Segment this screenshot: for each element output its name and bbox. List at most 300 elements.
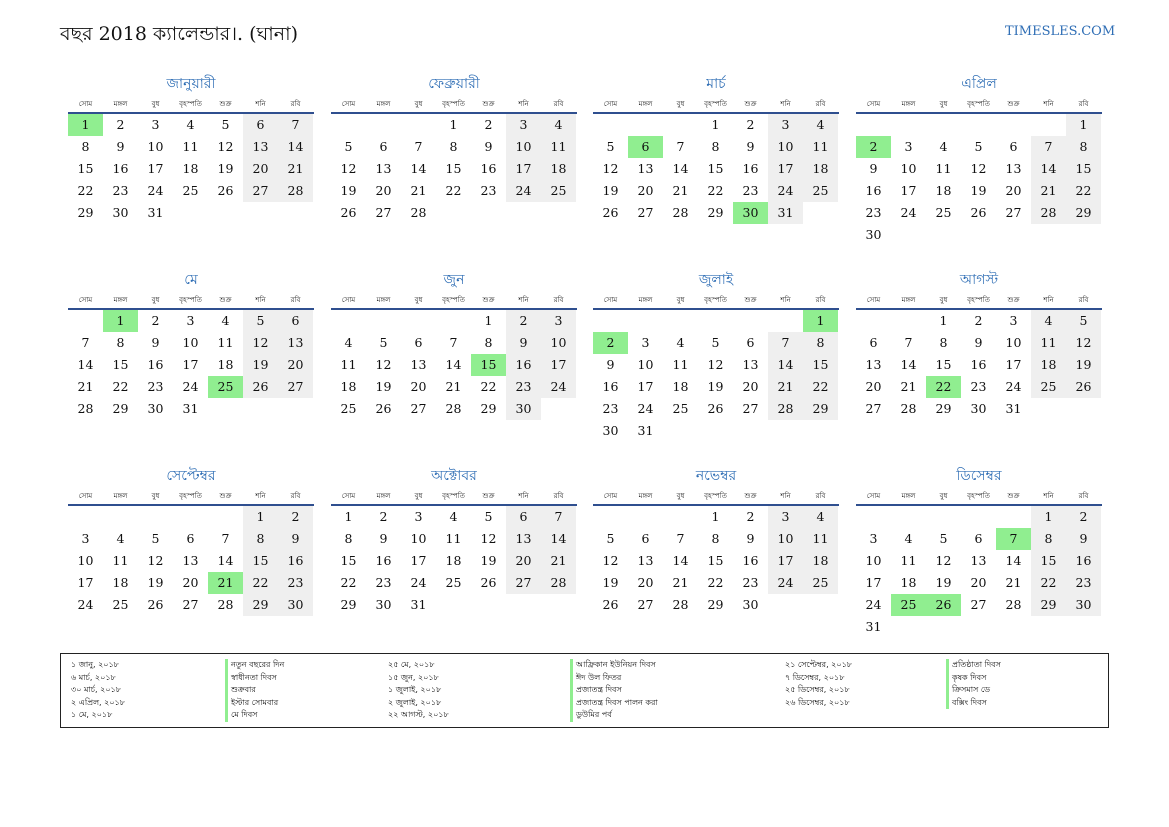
day-cell[interactable]: 28 xyxy=(278,180,313,202)
day-cell[interactable]: 24 xyxy=(506,180,541,202)
day-cell[interactable]: 26 xyxy=(147,597,164,612)
day-cell[interactable]: 11 xyxy=(803,136,838,158)
day-cell[interactable]: 1 xyxy=(1066,114,1101,136)
day-cell[interactable]: 9 xyxy=(278,528,313,550)
day-cell[interactable]: 31 xyxy=(410,597,427,612)
day-cell[interactable]: 5 xyxy=(379,335,388,350)
day-cell[interactable]: 15 xyxy=(340,553,357,568)
day-cell[interactable]: 14 xyxy=(768,354,803,376)
day-cell[interactable]: 18 xyxy=(340,379,357,394)
day-cell[interactable]: 28 xyxy=(445,401,462,416)
day-cell[interactable]: 2 xyxy=(484,117,493,132)
day-cell[interactable]: 21 xyxy=(672,575,689,590)
day-cell[interactable]: 6 xyxy=(379,139,388,154)
day-cell[interactable]: 25 xyxy=(541,180,576,202)
day-cell[interactable]: 23 xyxy=(1066,572,1101,594)
day-cell[interactable]: 23 xyxy=(602,401,619,416)
day-cell[interactable]: 13 xyxy=(637,553,654,568)
day-cell[interactable]: 14 xyxy=(217,553,234,568)
day-cell[interactable]: 17 xyxy=(506,158,541,180)
day-cell[interactable]: 5 xyxy=(243,310,278,332)
day-cell[interactable]: 20 xyxy=(182,575,199,590)
day-cell[interactable]: 27 xyxy=(865,401,882,416)
day-cell[interactable]: 25 xyxy=(182,183,199,198)
day-cell[interactable]: 11 xyxy=(541,136,576,158)
day-cell[interactable]: 10 xyxy=(410,531,427,546)
day-cell[interactable]: 27 xyxy=(637,205,654,220)
holiday-day-cell[interactable]: 1 xyxy=(803,310,838,332)
day-cell[interactable]: 15 xyxy=(77,161,94,176)
day-cell[interactable]: 24 xyxy=(410,575,427,590)
day-cell[interactable]: 29 xyxy=(1066,202,1101,224)
day-cell[interactable]: 6 xyxy=(186,531,195,546)
day-cell[interactable]: 21 xyxy=(672,183,689,198)
day-cell[interactable]: 30 xyxy=(865,227,882,242)
day-cell[interactable]: 4 xyxy=(186,117,195,132)
day-cell[interactable]: 9 xyxy=(484,139,493,154)
day-cell[interactable]: 27 xyxy=(410,401,427,416)
day-cell[interactable]: 7 xyxy=(278,114,313,136)
day-cell[interactable]: 15 xyxy=(707,553,724,568)
day-cell[interactable]: 19 xyxy=(707,379,724,394)
day-cell[interactable]: 10 xyxy=(147,139,164,154)
day-cell[interactable]: 8 xyxy=(243,528,278,550)
day-cell[interactable]: 23 xyxy=(865,205,882,220)
day-cell[interactable]: 3 xyxy=(768,114,803,136)
day-cell[interactable]: 27 xyxy=(375,205,392,220)
day-cell[interactable]: 21 xyxy=(1031,180,1066,202)
day-cell[interactable]: 27 xyxy=(243,180,278,202)
day-cell[interactable]: 1 xyxy=(939,313,948,328)
day-cell[interactable]: 4 xyxy=(904,531,913,546)
day-cell[interactable]: 23 xyxy=(112,183,129,198)
day-cell[interactable]: 26 xyxy=(217,183,234,198)
day-cell[interactable]: 4 xyxy=(803,114,838,136)
day-cell[interactable]: 5 xyxy=(484,509,493,524)
day-cell[interactable]: 7 xyxy=(768,332,803,354)
day-cell[interactable]: 4 xyxy=(541,114,576,136)
day-cell[interactable]: 3 xyxy=(641,335,650,350)
day-cell[interactable]: 20 xyxy=(243,158,278,180)
day-cell[interactable]: 30 xyxy=(970,401,987,416)
day-cell[interactable]: 17 xyxy=(865,575,882,590)
day-cell[interactable]: 14 xyxy=(541,528,576,550)
day-cell[interactable]: 12 xyxy=(707,357,724,372)
day-cell[interactable]: 26 xyxy=(243,376,278,398)
day-cell[interactable]: 19 xyxy=(340,183,357,198)
day-cell[interactable]: 5 xyxy=(974,139,983,154)
day-cell[interactable]: 16 xyxy=(147,357,164,372)
day-cell[interactable]: 18 xyxy=(803,550,838,572)
day-cell[interactable]: 14 xyxy=(672,161,689,176)
day-cell[interactable]: 7 xyxy=(676,139,685,154)
day-cell[interactable]: 2 xyxy=(746,117,755,132)
holiday-day-cell[interactable]: 25 xyxy=(891,594,926,616)
day-cell[interactable]: 12 xyxy=(970,161,987,176)
day-cell[interactable]: 14 xyxy=(1031,158,1066,180)
day-cell[interactable]: 17 xyxy=(637,379,654,394)
day-cell[interactable]: 5 xyxy=(221,117,230,132)
day-cell[interactable]: 19 xyxy=(602,183,619,198)
day-cell[interactable]: 5 xyxy=(606,139,615,154)
day-cell[interactable]: 28 xyxy=(1031,202,1066,224)
day-cell[interactable]: 18 xyxy=(672,379,689,394)
day-cell[interactable]: 27 xyxy=(637,597,654,612)
day-cell[interactable]: 14 xyxy=(1005,553,1022,568)
holiday-day-cell[interactable]: 26 xyxy=(926,594,961,616)
day-cell[interactable]: 5 xyxy=(151,531,160,546)
day-cell[interactable]: 3 xyxy=(506,114,541,136)
day-cell[interactable]: 8 xyxy=(1066,136,1101,158)
day-cell[interactable]: 31 xyxy=(865,619,882,634)
day-cell[interactable]: 23 xyxy=(506,376,541,398)
day-cell[interactable]: 4 xyxy=(449,509,458,524)
day-cell[interactable]: 20 xyxy=(410,379,427,394)
day-cell[interactable]: 13 xyxy=(375,161,392,176)
day-cell[interactable]: 5 xyxy=(344,139,353,154)
day-cell[interactable]: 21 xyxy=(445,379,462,394)
day-cell[interactable]: 17 xyxy=(147,161,164,176)
day-cell[interactable]: 22 xyxy=(707,575,724,590)
holiday-day-cell[interactable]: 7 xyxy=(996,528,1031,550)
day-cell[interactable]: 28 xyxy=(217,597,234,612)
day-cell[interactable]: 21 xyxy=(541,550,576,572)
day-cell[interactable]: 10 xyxy=(768,528,803,550)
day-cell[interactable]: 10 xyxy=(768,136,803,158)
day-cell[interactable]: 30 xyxy=(278,594,313,616)
day-cell[interactable]: 19 xyxy=(147,575,164,590)
day-cell[interactable]: 12 xyxy=(1066,332,1101,354)
day-cell[interactable]: 26 xyxy=(340,205,357,220)
day-cell[interactable]: 3 xyxy=(186,313,195,328)
day-cell[interactable]: 10 xyxy=(506,136,541,158)
day-cell[interactable]: 21 xyxy=(77,379,94,394)
day-cell[interactable]: 21 xyxy=(410,183,427,198)
day-cell[interactable]: 26 xyxy=(480,575,497,590)
day-cell[interactable]: 16 xyxy=(970,357,987,372)
day-cell[interactable]: 30 xyxy=(375,597,392,612)
day-cell[interactable]: 14 xyxy=(900,357,917,372)
day-cell[interactable]: 24 xyxy=(637,401,654,416)
day-cell[interactable]: 25 xyxy=(1031,376,1066,398)
day-cell[interactable]: 10 xyxy=(900,161,917,176)
day-cell[interactable]: 27 xyxy=(182,597,199,612)
day-cell[interactable]: 24 xyxy=(1005,379,1022,394)
day-cell[interactable]: 13 xyxy=(865,357,882,372)
day-cell[interactable]: 23 xyxy=(970,379,987,394)
day-cell[interactable]: 3 xyxy=(1009,313,1018,328)
day-cell[interactable]: 7 xyxy=(904,335,913,350)
day-cell[interactable]: 15 xyxy=(707,161,724,176)
day-cell[interactable]: 26 xyxy=(602,597,619,612)
day-cell[interactable]: 3 xyxy=(414,509,423,524)
day-cell[interactable]: 13 xyxy=(970,553,987,568)
day-cell[interactable]: 8 xyxy=(803,332,838,354)
day-cell[interactable]: 13 xyxy=(182,553,199,568)
day-cell[interactable]: 28 xyxy=(900,401,917,416)
day-cell[interactable]: 22 xyxy=(77,183,94,198)
day-cell[interactable]: 20 xyxy=(637,183,654,198)
day-cell[interactable]: 29 xyxy=(707,205,724,220)
day-cell[interactable]: 11 xyxy=(1031,332,1066,354)
day-cell[interactable]: 16 xyxy=(480,161,497,176)
day-cell[interactable]: 17 xyxy=(900,183,917,198)
day-cell[interactable]: 8 xyxy=(344,531,353,546)
day-cell[interactable]: 19 xyxy=(602,575,619,590)
day-cell[interactable]: 14 xyxy=(77,357,94,372)
day-cell[interactable]: 17 xyxy=(182,357,199,372)
day-cell[interactable]: 28 xyxy=(77,401,94,416)
day-cell[interactable]: 16 xyxy=(278,550,313,572)
day-cell[interactable]: 16 xyxy=(742,161,759,176)
day-cell[interactable]: 27 xyxy=(278,376,313,398)
day-cell[interactable]: 20 xyxy=(865,379,882,394)
day-cell[interactable]: 31 xyxy=(182,401,199,416)
day-cell[interactable]: 17 xyxy=(768,550,803,572)
day-cell[interactable]: 20 xyxy=(278,354,313,376)
day-cell[interactable]: 9 xyxy=(869,161,878,176)
day-cell[interactable]: 27 xyxy=(506,572,541,594)
day-cell[interactable]: 13 xyxy=(1005,161,1022,176)
day-cell[interactable]: 9 xyxy=(379,531,388,546)
day-cell[interactable]: 9 xyxy=(506,332,541,354)
day-cell[interactable]: 27 xyxy=(970,597,987,612)
day-cell[interactable]: 1 xyxy=(1031,506,1066,528)
day-cell[interactable]: 29 xyxy=(480,401,497,416)
day-cell[interactable]: 13 xyxy=(410,357,427,372)
day-cell[interactable]: 8 xyxy=(484,335,493,350)
day-cell[interactable]: 12 xyxy=(243,332,278,354)
day-cell[interactable]: 24 xyxy=(182,379,199,394)
day-cell[interactable]: 18 xyxy=(112,575,129,590)
day-cell[interactable]: 12 xyxy=(147,553,164,568)
day-cell[interactable]: 11 xyxy=(112,553,129,568)
day-cell[interactable]: 24 xyxy=(541,376,576,398)
day-cell[interactable]: 22 xyxy=(1031,572,1066,594)
day-cell[interactable]: 11 xyxy=(182,139,199,154)
day-cell[interactable]: 8 xyxy=(449,139,458,154)
day-cell[interactable]: 16 xyxy=(506,354,541,376)
day-cell[interactable]: 15 xyxy=(935,357,952,372)
day-cell[interactable]: 4 xyxy=(1031,310,1066,332)
day-cell[interactable]: 26 xyxy=(707,401,724,416)
day-cell[interactable]: 23 xyxy=(147,379,164,394)
day-cell[interactable]: 18 xyxy=(445,553,462,568)
day-cell[interactable]: 24 xyxy=(77,597,94,612)
day-cell[interactable]: 16 xyxy=(865,183,882,198)
day-cell[interactable]: 4 xyxy=(676,335,685,350)
day-cell[interactable]: 10 xyxy=(541,332,576,354)
day-cell[interactable]: 19 xyxy=(935,575,952,590)
day-cell[interactable]: 12 xyxy=(375,357,392,372)
day-cell[interactable]: 23 xyxy=(742,575,759,590)
day-cell[interactable]: 1 xyxy=(344,509,353,524)
day-cell[interactable]: 5 xyxy=(1066,310,1101,332)
day-cell[interactable]: 29 xyxy=(935,401,952,416)
day-cell[interactable]: 5 xyxy=(606,531,615,546)
day-cell[interactable]: 13 xyxy=(637,161,654,176)
day-cell[interactable]: 4 xyxy=(803,506,838,528)
day-cell[interactable]: 19 xyxy=(375,379,392,394)
day-cell[interactable]: 10 xyxy=(1005,335,1022,350)
day-cell[interactable]: 20 xyxy=(375,183,392,198)
day-cell[interactable]: 2 xyxy=(278,506,313,528)
holiday-day-cell[interactable]: 1 xyxy=(68,114,103,136)
day-cell[interactable]: 23 xyxy=(278,572,313,594)
day-cell[interactable]: 23 xyxy=(742,183,759,198)
day-cell[interactable]: 26 xyxy=(375,401,392,416)
day-cell[interactable]: 15 xyxy=(1031,550,1066,572)
day-cell[interactable]: 11 xyxy=(803,528,838,550)
day-cell[interactable]: 7 xyxy=(221,531,230,546)
day-cell[interactable]: 25 xyxy=(935,205,952,220)
day-cell[interactable]: 30 xyxy=(1066,594,1101,616)
day-cell[interactable]: 2 xyxy=(506,310,541,332)
day-cell[interactable]: 20 xyxy=(970,575,987,590)
day-cell[interactable]: 29 xyxy=(707,597,724,612)
holiday-day-cell[interactable]: 25 xyxy=(208,376,243,398)
day-cell[interactable]: 8 xyxy=(1031,528,1066,550)
day-cell[interactable]: 18 xyxy=(217,357,234,372)
day-cell[interactable]: 16 xyxy=(375,553,392,568)
day-cell[interactable]: 11 xyxy=(445,531,462,546)
day-cell[interactable]: 25 xyxy=(340,401,357,416)
day-cell[interactable]: 25 xyxy=(803,180,838,202)
day-cell[interactable]: 21 xyxy=(900,379,917,394)
day-cell[interactable]: 12 xyxy=(480,531,497,546)
day-cell[interactable]: 24 xyxy=(147,183,164,198)
day-cell[interactable]: 3 xyxy=(541,310,576,332)
day-cell[interactable]: 29 xyxy=(112,401,129,416)
day-cell[interactable]: 13 xyxy=(278,332,313,354)
day-cell[interactable]: 26 xyxy=(970,205,987,220)
day-cell[interactable]: 19 xyxy=(1066,354,1101,376)
day-cell[interactable]: 9 xyxy=(151,335,160,350)
day-cell[interactable]: 26 xyxy=(1066,376,1101,398)
day-cell[interactable]: 3 xyxy=(151,117,160,132)
day-cell[interactable]: 22 xyxy=(340,575,357,590)
day-cell[interactable]: 11 xyxy=(340,357,357,372)
day-cell[interactable]: 19 xyxy=(970,183,987,198)
day-cell[interactable]: 20 xyxy=(506,550,541,572)
day-cell[interactable]: 9 xyxy=(116,139,125,154)
day-cell[interactable]: 13 xyxy=(243,136,278,158)
day-cell[interactable]: 11 xyxy=(672,357,689,372)
day-cell[interactable]: 1 xyxy=(711,509,720,524)
day-cell[interactable]: 12 xyxy=(340,161,357,176)
day-cell[interactable]: 10 xyxy=(77,553,94,568)
day-cell[interactable]: 31 xyxy=(637,423,654,438)
day-cell[interactable]: 8 xyxy=(711,531,720,546)
day-cell[interactable]: 13 xyxy=(506,528,541,550)
day-cell[interactable]: 19 xyxy=(480,553,497,568)
holiday-day-cell[interactable]: 30 xyxy=(733,202,768,224)
day-cell[interactable]: 7 xyxy=(449,335,458,350)
day-cell[interactable]: 11 xyxy=(935,161,952,176)
day-cell[interactable]: 18 xyxy=(803,158,838,180)
day-cell[interactable]: 6 xyxy=(746,335,755,350)
day-cell[interactable]: 6 xyxy=(869,335,878,350)
day-cell[interactable]: 18 xyxy=(541,158,576,180)
day-cell[interactable]: 15 xyxy=(803,354,838,376)
day-cell[interactable]: 17 xyxy=(768,158,803,180)
day-cell[interactable]: 25 xyxy=(672,401,689,416)
day-cell[interactable]: 28 xyxy=(410,205,427,220)
day-cell[interactable]: 1 xyxy=(243,506,278,528)
day-cell[interactable]: 3 xyxy=(904,139,913,154)
day-cell[interactable]: 15 xyxy=(445,161,462,176)
day-cell[interactable]: 21 xyxy=(278,158,313,180)
day-cell[interactable]: 30 xyxy=(147,401,164,416)
day-cell[interactable]: 8 xyxy=(116,335,125,350)
day-cell[interactable]: 18 xyxy=(935,183,952,198)
day-cell[interactable]: 31 xyxy=(768,202,803,224)
day-cell[interactable]: 9 xyxy=(606,357,615,372)
day-cell[interactable]: 28 xyxy=(541,572,576,594)
day-cell[interactable]: 7 xyxy=(676,531,685,546)
day-cell[interactable]: 4 xyxy=(116,531,125,546)
day-cell[interactable]: 3 xyxy=(869,531,878,546)
day-cell[interactable]: 29 xyxy=(243,594,278,616)
day-cell[interactable]: 30 xyxy=(742,597,759,612)
day-cell[interactable]: 4 xyxy=(939,139,948,154)
day-cell[interactable]: 3 xyxy=(81,531,90,546)
day-cell[interactable]: 14 xyxy=(445,357,462,372)
day-cell[interactable]: 16 xyxy=(742,553,759,568)
holiday-day-cell[interactable]: 1 xyxy=(103,310,138,332)
day-cell[interactable]: 30 xyxy=(602,423,619,438)
day-cell[interactable]: 18 xyxy=(182,161,199,176)
day-cell[interactable]: 25 xyxy=(445,575,462,590)
day-cell[interactable]: 20 xyxy=(1005,183,1022,198)
day-cell[interactable]: 6 xyxy=(506,506,541,528)
day-cell[interactable]: 6 xyxy=(414,335,423,350)
day-cell[interactable]: 23 xyxy=(375,575,392,590)
day-cell[interactable]: 19 xyxy=(243,354,278,376)
day-cell[interactable]: 10 xyxy=(865,553,882,568)
site-link[interactable]: TIMESLES.COM xyxy=(1005,24,1116,39)
day-cell[interactable]: 16 xyxy=(602,379,619,394)
day-cell[interactable]: 22 xyxy=(112,379,129,394)
holiday-day-cell[interactable]: 2 xyxy=(593,332,628,354)
day-cell[interactable]: 10 xyxy=(637,357,654,372)
day-cell[interactable]: 21 xyxy=(1005,575,1022,590)
day-cell[interactable]: 20 xyxy=(637,575,654,590)
day-cell[interactable]: 6 xyxy=(974,531,983,546)
day-cell[interactable]: 9 xyxy=(746,531,755,546)
day-cell[interactable]: 17 xyxy=(541,354,576,376)
day-cell[interactable]: 24 xyxy=(865,597,882,612)
day-cell[interactable]: 12 xyxy=(602,161,619,176)
day-cell[interactable]: 24 xyxy=(768,180,803,202)
day-cell[interactable]: 25 xyxy=(803,572,838,594)
day-cell[interactable]: 19 xyxy=(217,161,234,176)
day-cell[interactable]: 1 xyxy=(449,117,458,132)
day-cell[interactable]: 16 xyxy=(112,161,129,176)
day-cell[interactable]: 3 xyxy=(768,506,803,528)
day-cell[interactable]: 2 xyxy=(746,509,755,524)
day-cell[interactable]: 17 xyxy=(1005,357,1022,372)
day-cell[interactable]: 12 xyxy=(217,139,234,154)
day-cell[interactable]: 8 xyxy=(939,335,948,350)
day-cell[interactable]: 5 xyxy=(711,335,720,350)
day-cell[interactable]: 28 xyxy=(672,597,689,612)
holiday-day-cell[interactable]: 15 xyxy=(471,354,506,376)
day-cell[interactable]: 2 xyxy=(974,313,983,328)
day-cell[interactable]: 14 xyxy=(278,136,313,158)
day-cell[interactable]: 22 xyxy=(243,572,278,594)
day-cell[interactable]: 2 xyxy=(116,117,125,132)
